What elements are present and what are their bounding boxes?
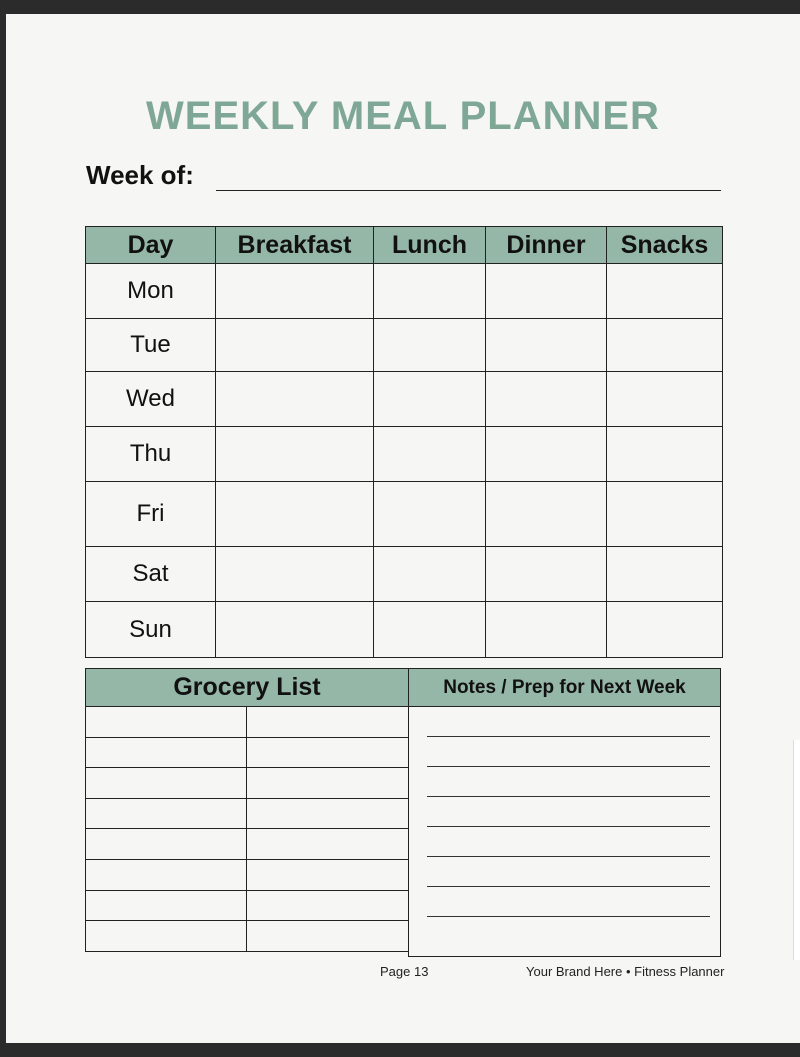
- grocery-cell[interactable]: [247, 859, 409, 890]
- grocery-cell[interactable]: [86, 859, 247, 890]
- day-label: Sun: [86, 602, 216, 658]
- dinner-cell[interactable]: [486, 427, 607, 482]
- planner-page: [6, 14, 800, 1043]
- notes-title: Notes / Prep for Next Week: [409, 669, 720, 707]
- breakfast-cell[interactable]: [216, 264, 374, 319]
- meal-table-header-row: [86, 227, 723, 264]
- side-scroll-tab[interactable]: [793, 740, 800, 960]
- day-label: Sat: [86, 547, 216, 602]
- grocery-cell[interactable]: [86, 798, 247, 829]
- breakfast-cell[interactable]: [216, 482, 374, 547]
- grocery-list: [85, 668, 409, 952]
- header-breakfast: Breakfast: [216, 227, 374, 264]
- grocery-cell[interactable]: [86, 707, 247, 738]
- notes-line[interactable]: [427, 796, 710, 797]
- week-of-label: Week of:: [86, 160, 194, 190]
- grocery-row: [86, 768, 409, 799]
- grocery-row: [86, 798, 409, 829]
- header-day: Day: [86, 227, 216, 264]
- table-row: [86, 602, 723, 658]
- snacks-cell[interactable]: [607, 547, 723, 602]
- table-row: [86, 264, 723, 319]
- grocery-row: [86, 890, 409, 921]
- dinner-cell[interactable]: [486, 372, 607, 427]
- grocery-cell[interactable]: [247, 707, 409, 738]
- grocery-cell[interactable]: [86, 768, 247, 799]
- table-row: [86, 482, 723, 547]
- table-row: [86, 319, 723, 372]
- lunch-cell[interactable]: [374, 319, 486, 372]
- lunch-cell[interactable]: [374, 547, 486, 602]
- notes-line[interactable]: [427, 916, 710, 917]
- snacks-cell[interactable]: [607, 427, 723, 482]
- day-label: Tue: [86, 319, 216, 372]
- grocery-cell[interactable]: [86, 737, 247, 768]
- dinner-cell[interactable]: [486, 264, 607, 319]
- lunch-cell[interactable]: [374, 372, 486, 427]
- notes-line[interactable]: [427, 736, 710, 737]
- snacks-cell[interactable]: [607, 264, 723, 319]
- table-row: [86, 427, 723, 482]
- footer-brand: Your Brand Here • Fitness Planner: [526, 964, 725, 979]
- grocery-cell[interactable]: [247, 829, 409, 860]
- dinner-cell[interactable]: [486, 482, 607, 547]
- dinner-cell[interactable]: [486, 547, 607, 602]
- day-label: Thu: [86, 427, 216, 482]
- header-lunch: Lunch: [374, 227, 486, 264]
- breakfast-cell[interactable]: [216, 372, 374, 427]
- grocery-cell[interactable]: [247, 737, 409, 768]
- week-of-field[interactable]: [216, 190, 721, 191]
- page-number: Page 13: [380, 964, 429, 979]
- breakfast-cell[interactable]: [216, 319, 374, 372]
- notes-line[interactable]: [427, 886, 710, 887]
- dinner-cell[interactable]: [486, 319, 607, 372]
- page-title: WEEKLY MEAL PLANNER: [146, 94, 660, 138]
- lunch-cell[interactable]: [374, 602, 486, 658]
- breakfast-cell[interactable]: [216, 547, 374, 602]
- day-label: Fri: [86, 482, 216, 547]
- grocery-cell[interactable]: [86, 890, 247, 921]
- grocery-row: [86, 707, 409, 738]
- grocery-cell[interactable]: [247, 768, 409, 799]
- snacks-cell[interactable]: [607, 602, 723, 658]
- grocery-row: [86, 737, 409, 768]
- grocery-cell[interactable]: [247, 798, 409, 829]
- grocery-cell[interactable]: [86, 829, 247, 860]
- grocery-row: [86, 859, 409, 890]
- notes-line[interactable]: [427, 766, 710, 767]
- lunch-cell[interactable]: [374, 482, 486, 547]
- meal-table: [85, 226, 723, 658]
- snacks-cell[interactable]: [607, 372, 723, 427]
- grocery-cell[interactable]: [247, 921, 409, 952]
- header-dinner: Dinner: [486, 227, 607, 264]
- grocery-cell[interactable]: [247, 890, 409, 921]
- table-row: [86, 547, 723, 602]
- snacks-cell[interactable]: [607, 319, 723, 372]
- breakfast-cell[interactable]: [216, 602, 374, 658]
- grocery-list-title: Grocery List: [86, 669, 409, 707]
- grocery-cell[interactable]: [86, 921, 247, 952]
- table-row: [86, 372, 723, 427]
- lunch-cell[interactable]: [374, 427, 486, 482]
- header-snacks: Snacks: [607, 227, 723, 264]
- notes-line[interactable]: [427, 856, 710, 857]
- notes-box: [408, 668, 721, 957]
- lunch-cell[interactable]: [374, 264, 486, 319]
- grocery-row: [86, 829, 409, 860]
- breakfast-cell[interactable]: [216, 427, 374, 482]
- snacks-cell[interactable]: [607, 482, 723, 547]
- grocery-row: [86, 921, 409, 952]
- day-label: Wed: [86, 372, 216, 427]
- day-label: Mon: [86, 264, 216, 319]
- notes-line[interactable]: [427, 826, 710, 827]
- dinner-cell[interactable]: [486, 602, 607, 658]
